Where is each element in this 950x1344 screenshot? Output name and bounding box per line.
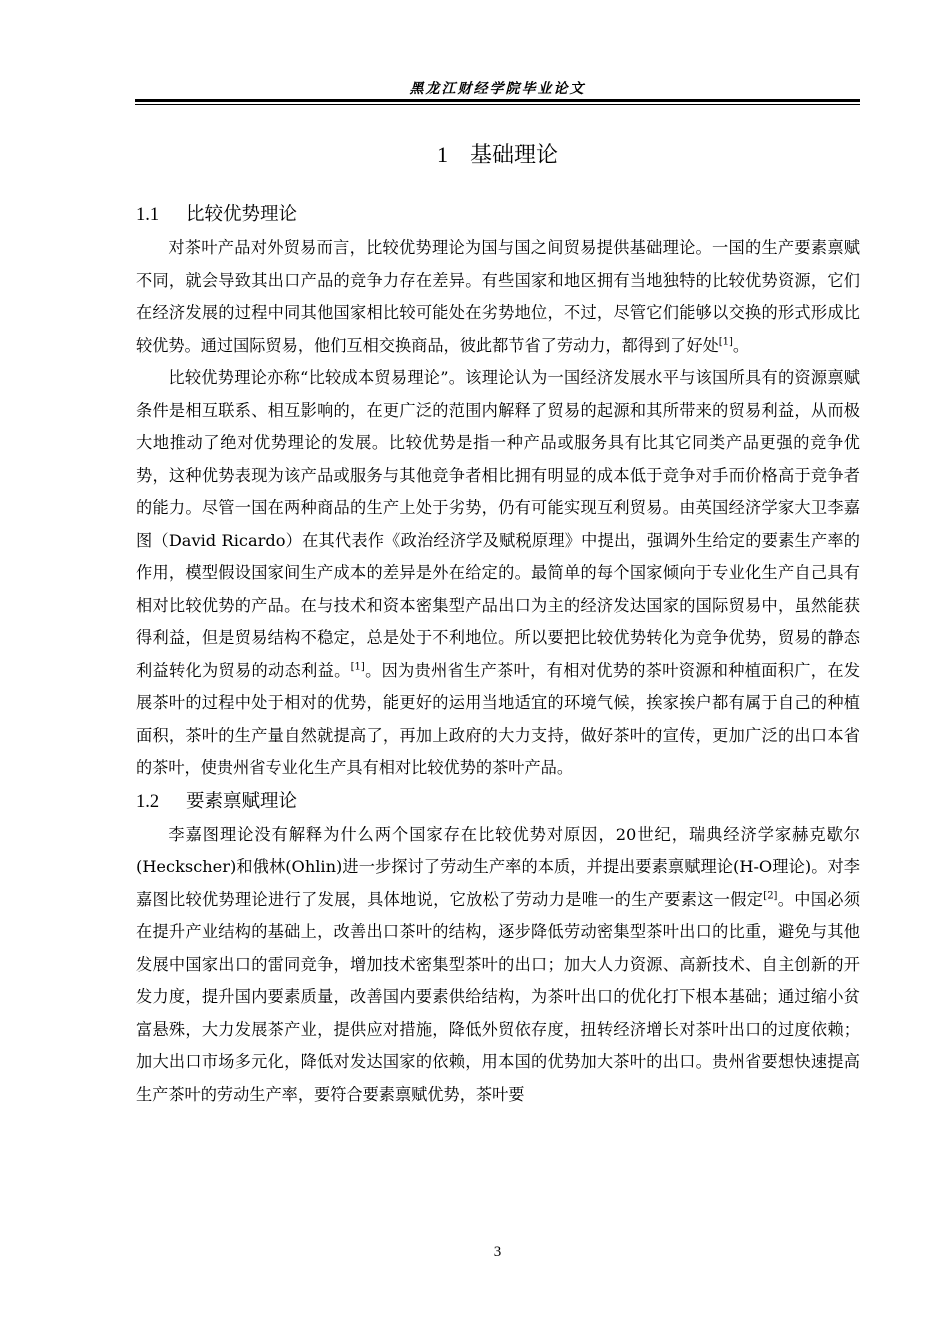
chapter-title (135, 138, 860, 169)
paragraph-text: 对茶叶产品对外贸易而言，比较优势理论为国与国之间贸易提供基础理论。一国的生产要素禀赋不同，就会导致其出口产品的竞争力存在差异。有些国家和地区拥有当地独特的比较优势资源，它们在经济发展的过程中同其他国家相比较可能处在劣势地位，不过，尽管它们能够以交换的形式形成比较优势。通过国际贸易，他们互相交换商品，彼此都节省了劳动力，都得到了好处 (136, 238, 860, 355)
section-title: 要素禀赋理论 (186, 790, 298, 812)
header-rule-thick (135, 99, 860, 102)
header-rule-thin (135, 104, 860, 105)
section-number: 1.2 (136, 791, 160, 812)
chapter-number: 1 (436, 142, 448, 167)
paragraph-tail: 。中国必须在提升产业结构的基础上，改善出口茶叶的结构，逐步降低劳动密集型茶叶出口的比重，避免与其他发展中国家出口的雷同竞争，增加技术密集型茶叶的出口；加大人力资源、高新技术、自主创新的开发力度，提升国内要素质量，改善国内要素供给结构，为茶叶出口的优化打下根本基础；通过缩小贫富悬殊，大力发展茶产业，提供应对措施，降低外贸依存度，扭转经济增长对茶叶出口的过度依赖；加大出口市场多元化，降低对发达国家的依赖，用本国的优势加大茶叶的出口。贵州省要想快速提高生产茶叶的劳动生产率，要符合要素禀赋优势，茶叶要 (136, 889, 861, 1104)
citation: [2] (763, 890, 778, 902)
document-body (136, 198, 860, 1111)
section-number: 1.1 (136, 205, 160, 225)
paragraph-tail: 。因为贵州省生产茶叶，有相对优势的茶叶资源和种植面积广，在发展茶叶的过程中处于相对的优势，能更好的运用当地适宜的环境气候，挨家挨户都有属于自己的种植面积，茶叶的生产量自然就提高了，再加上政府的大力支持，做好茶叶的宣传，更加广泛的出口本省的茶叶，使贵州省专业化生产具有相对比较优势的茶叶产品。 (136, 660, 861, 777)
paragraph-tail: 。 (732, 335, 750, 355)
chapter-title-text: 基础理论 (469, 143, 558, 168)
section-title: 比较优势理论 (186, 204, 298, 225)
section-heading (136, 785, 860, 819)
citation: [1] (350, 661, 365, 673)
paragraph (136, 819, 860, 1112)
running-header: 黑龙江财经学院毕业论文 (409, 81, 586, 97)
citation: [1] (718, 336, 733, 348)
paragraph-text: 李嘉图理论没有解释为什么两个国家存在比较优势对原因，20世纪，瑞典经济学家赫克歇尔(Heckscher)和俄林(Ohlin)进一步探讨了劳动生产率的本质，并提出要素禀赋理论(H-O理论)。对李嘉图比较优势理论进行了发展，具体地说，它放松了劳动力是唯一的生产要素这一假定 (136, 824, 860, 909)
section-heading (136, 198, 860, 232)
page-number: 3 (493, 1244, 502, 1260)
paragraph (136, 232, 860, 362)
paragraph (136, 362, 860, 785)
paragraph-text: 比较优势理论亦称“比较成本贸易理论”。该理论认为一国经济发展水平与该国所具有的资源禀赋条件是相互联系、相互影响的，在更广泛的范围内解释了贸易的起源和其所带来的贸易利益，从而极大地推动了绝对优势理论的发展。比较优势是指一种产品或服务具有比其它同类产品更强的竞争优势，这种优势表现为该产品或服务与其他竞争者相比拥有明显的成本低于竞争对手而价格高于竞争者的能力。尽管一国在两种商品的生产上处于劣势，仍有可能实现互利贸易。由英国经济学家大卫李嘉图（David Ricardo）在其代表作《政治经济学及赋税原理》中提出，强调外生给定的要素生产率的作用，模型假设国家间生产成本的差异是外在给定的。最简单的每个国家倾向于专业化生产自己具有相对比较优势的产品。在与技术和资本密集型产品出口为主的经济发达国家的国际贸易中，虽然能获得利益，但是贸易结构不稳定，总是处于不利地位。所以要把比较优势转化为竞争优势，贸易的静态利益转化为贸易的动态利益。 (136, 368, 860, 680)
